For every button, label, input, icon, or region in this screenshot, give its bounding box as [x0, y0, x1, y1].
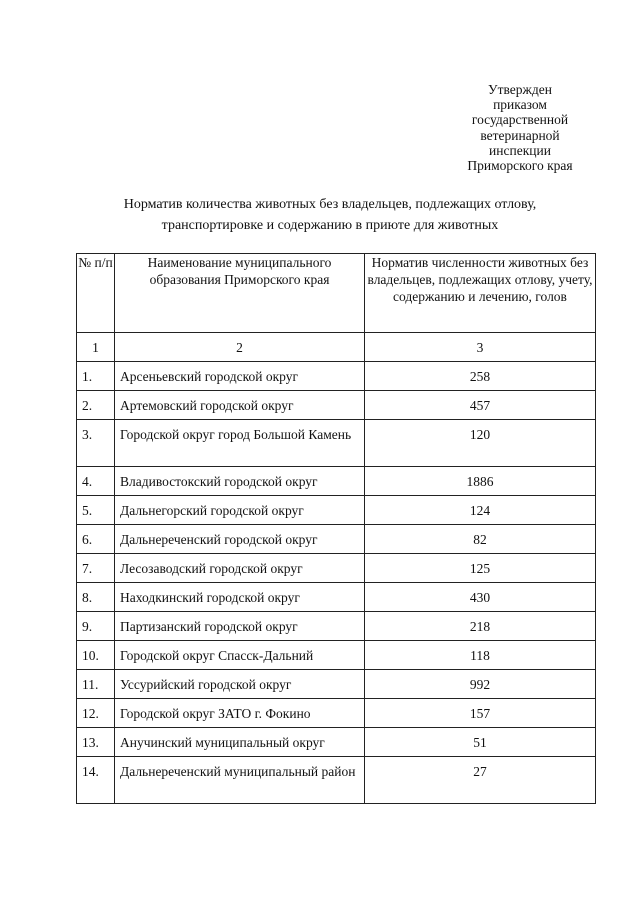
- table-header-row: [77, 254, 596, 333]
- norm-value: 992: [365, 670, 596, 699]
- title-line: транспортировке и содержанию в приюте для животных: [161, 218, 499, 233]
- row-number: 11.: [77, 670, 115, 699]
- header-municipality: Наименование муниципального образования Приморского края: [115, 254, 365, 333]
- row-number: 8.: [77, 583, 115, 612]
- table-row: [77, 467, 596, 496]
- norm-value: 51: [365, 728, 596, 757]
- row-number: 5.: [77, 496, 115, 525]
- row-number: 9.: [77, 612, 115, 641]
- norm-value: 457: [365, 391, 596, 420]
- column-index-row: [77, 333, 596, 362]
- column-index: 1: [77, 333, 115, 362]
- norm-value: 120: [365, 420, 596, 467]
- municipality-name: Артемовский городской округ: [115, 391, 365, 420]
- norm-value: 1886: [365, 467, 596, 496]
- row-number: 4.: [77, 467, 115, 496]
- municipality-name: Городской округ город Большой Камень: [115, 420, 365, 467]
- approval-line: приказом: [493, 97, 547, 113]
- municipality-name: Дальнереченский городской округ: [115, 525, 365, 554]
- approval-line: государственной: [471, 112, 569, 128]
- approval-line: инспекции: [489, 142, 551, 158]
- document-title: [60, 194, 600, 236]
- row-number: 12.: [77, 699, 115, 728]
- title-line: Норматив количества животных без владельцев, подлежащих отлову,: [123, 197, 537, 212]
- header-number: № п/п: [77, 254, 115, 333]
- municipality-name: Городской округ ЗАТО г. Фокино: [115, 699, 365, 728]
- table-row: [77, 420, 596, 467]
- municipality-name: Уссурийский городской округ: [115, 670, 365, 699]
- table-row: [77, 391, 596, 420]
- table-row: [77, 583, 596, 612]
- row-number: 6.: [77, 525, 115, 554]
- row-number: 3.: [77, 420, 115, 467]
- norm-value: 157: [365, 699, 596, 728]
- municipality-name: Дальнегорский городской округ: [115, 496, 365, 525]
- norm-value: 125: [365, 554, 596, 583]
- table-row: [77, 670, 596, 699]
- approval-line: Приморского края: [467, 158, 573, 174]
- municipality-name: Лесозаводский городской округ: [115, 554, 365, 583]
- municipality-name: Партизанский городской округ: [115, 612, 365, 641]
- municipality-name: Находкинский городской округ: [115, 583, 365, 612]
- row-number: 1.: [77, 362, 115, 391]
- municipality-name: Арсеньевский городской округ: [115, 362, 365, 391]
- municipality-name: Городской округ Спасск-Дальний: [115, 641, 365, 670]
- approval-stamp: [440, 82, 600, 173]
- table-row: [77, 699, 596, 728]
- table-row: [77, 554, 596, 583]
- norm-value: 118: [365, 641, 596, 670]
- approval-line: ветеринарной: [480, 127, 560, 143]
- norm-value: 124: [365, 496, 596, 525]
- table-row: [77, 612, 596, 641]
- municipality-name: Анучинский муниципальный округ: [115, 728, 365, 757]
- norm-value: 430: [365, 583, 596, 612]
- norms-table: [76, 253, 596, 804]
- municipality-name: Владивостокский городской округ: [115, 467, 365, 496]
- column-index: 3: [365, 333, 596, 362]
- row-number: 14.: [77, 757, 115, 804]
- row-number: 7.: [77, 554, 115, 583]
- table-row: [77, 757, 596, 804]
- table-row: [77, 525, 596, 554]
- table-row: [77, 362, 596, 391]
- norm-value: 258: [365, 362, 596, 391]
- municipality-name: Дальнереченский муниципальный район: [115, 757, 365, 804]
- table-row: [77, 496, 596, 525]
- header-norm: Норматив численности животных без владельцев, подлежащих отлову, учету, содержанию и лечению, голов: [365, 254, 596, 333]
- norm-value: 82: [365, 525, 596, 554]
- row-number: 13.: [77, 728, 115, 757]
- approval-line: Утвержден: [488, 82, 552, 97]
- table-row: [77, 728, 596, 757]
- norm-value: 218: [365, 612, 596, 641]
- norm-value: 27: [365, 757, 596, 804]
- row-number: 2.: [77, 391, 115, 420]
- table-row: [77, 641, 596, 670]
- column-index: 2: [115, 333, 365, 362]
- row-number: 10.: [77, 641, 115, 670]
